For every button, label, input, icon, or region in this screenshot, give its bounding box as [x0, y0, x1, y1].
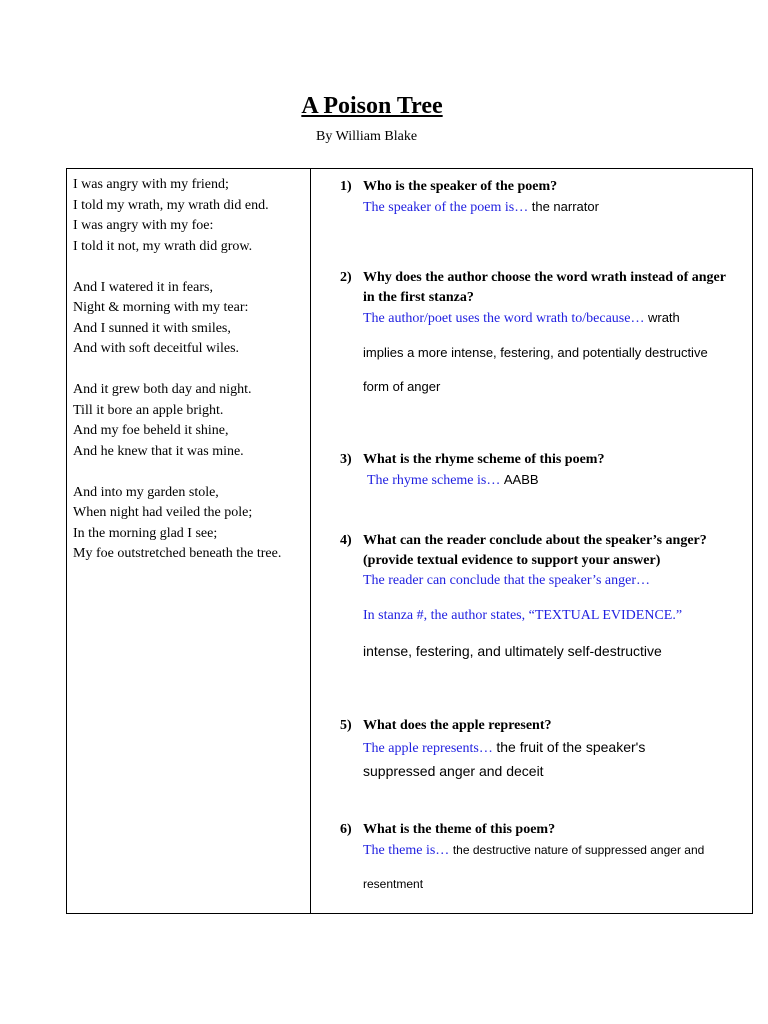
poem-line: I told it not, my wrath did grow. — [73, 238, 253, 254]
answer-line — [363, 470, 740, 491]
stanza-gap — [73, 257, 307, 278]
poem-line: And I sunned it with smiles, — [73, 320, 231, 336]
answer-prompt: The author/poet uses the word wrath to/because… — [363, 311, 645, 326]
poem-line: I told my wrath, my wrath did end. — [73, 197, 269, 213]
question-text: What does the apple represent? — [363, 718, 552, 733]
question-text: What can the reader conclude about the speaker’s anger? (provide textual evidence to support your answer) — [363, 533, 707, 568]
answer-text: the destructive nature of suppressed anger and — [452, 843, 705, 857]
answer-text: the narrator — [531, 199, 599, 214]
poem-line: I was angry with my foe: — [73, 218, 214, 233]
question-number: 3) — [340, 452, 352, 467]
answer-text: AABB — [503, 472, 539, 487]
stanza-gap — [73, 360, 307, 381]
author-line: By William Blake — [316, 129, 418, 144]
question-text: What is the theme of this poem? — [363, 822, 556, 837]
question-text: Why does the author choose the word wrath instead of anger in the first stanza? — [363, 270, 726, 305]
question-text: What is the rhyme scheme of this poem? — [363, 452, 605, 467]
poem-line: When night had veiled the pole; — [73, 505, 253, 520]
question-number: 1) — [340, 179, 352, 194]
answer-text: suppressed anger and deceit — [363, 763, 544, 779]
answer-text: resentment — [363, 877, 424, 891]
question-number: 6) — [340, 822, 352, 837]
poem-line: In the morning glad I see; — [73, 525, 218, 541]
poem-text — [73, 175, 307, 565]
answer-line — [363, 840, 740, 861]
poem-line: My foe outstretched beneath the tree. — [73, 546, 282, 561]
stanza-gap — [73, 462, 307, 483]
poem-question-table — [66, 168, 753, 914]
answer-prompt: The speaker of the poem is… — [363, 200, 529, 215]
answer-text: form of anger — [363, 379, 441, 394]
answer-prompt: The apple represents… — [363, 741, 493, 756]
answer-prompt: The reader can conclude that the speaker’s anger… — [363, 573, 650, 588]
question-1 — [340, 177, 740, 218]
poem-line: Till it bore an apple bright. — [73, 402, 224, 418]
answer-text: implies a more intense, festering, and potentially destructive — [363, 345, 708, 360]
question-3 — [340, 450, 740, 491]
question-number: 4) — [340, 533, 352, 548]
answer-text: the fruit of the speaker's — [496, 739, 646, 755]
answer-text: wrath — [647, 310, 680, 325]
answer-prompt: The rhyme scheme is… — [367, 473, 501, 488]
poem-line: And with soft deceitful wiles. — [73, 341, 240, 356]
evidence-prompt: In stanza #, the author states, “TEXTUAL EVIDENCE.” — [363, 608, 683, 623]
question-text: Who is the speaker of the poem? — [363, 179, 558, 194]
poem-line: And I watered it in fears, — [73, 279, 213, 295]
poem-line: And he knew that it was mine. — [73, 443, 244, 459]
question-2 — [340, 268, 740, 397]
question-5 — [340, 716, 740, 782]
answer-text: intense, festering, and ultimately self-destructive — [363, 643, 662, 659]
poem-line: Night & morning with my tear: — [73, 300, 249, 315]
answer-line — [363, 736, 740, 760]
column-divider — [310, 169, 311, 913]
poem-line: And it grew both day and night. — [73, 382, 252, 397]
question-6 — [340, 820, 740, 894]
answer-line — [363, 197, 740, 218]
answer-line — [363, 308, 740, 329]
poem-line: And into my garden stole, — [73, 484, 219, 500]
answer-prompt: The theme is… — [363, 843, 450, 858]
document-title: A Poison Tree — [301, 93, 443, 119]
question-4 — [340, 531, 740, 661]
poem-line: And my foe beheld it shine, — [73, 423, 229, 438]
question-number: 2) — [340, 270, 352, 285]
question-number: 5) — [340, 718, 352, 733]
poem-line: I was angry with my friend; — [73, 177, 229, 192]
